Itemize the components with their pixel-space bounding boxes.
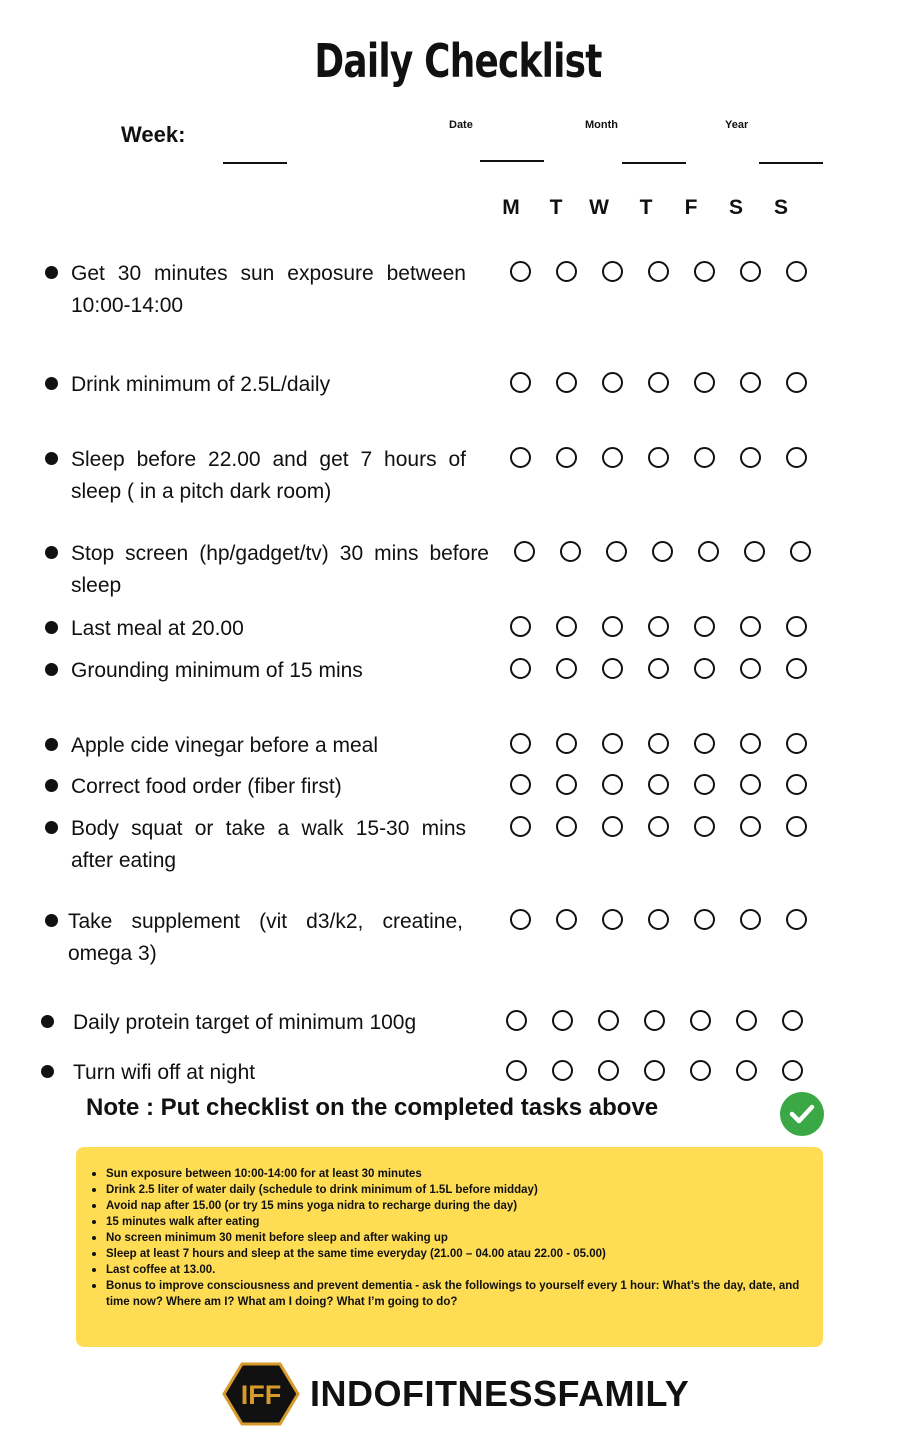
day-header: M — [502, 196, 520, 219]
task-label: Daily protein target of minimum 100g — [73, 1011, 417, 1034]
day-checkboxes — [510, 372, 807, 393]
day-checkbox[interactable] — [690, 1010, 711, 1031]
day-checkbox[interactable] — [598, 1010, 619, 1031]
day-checkbox[interactable] — [786, 616, 807, 637]
day-checkbox[interactable] — [602, 909, 623, 930]
task-label: Grounding minimum of 15 mins — [71, 659, 363, 682]
brand-name: INDOFITNESSFAMILY — [310, 1373, 690, 1414]
tip-item: Bonus to improve consciousness and prevent dementia - ask the followings to yourself every 1 hour: What’s the day, date, and time now? Where am I? What am I doing? What I’m going to do? — [106, 1278, 811, 1310]
day-checkbox[interactable] — [648, 774, 669, 795]
date-field[interactable] — [480, 160, 544, 162]
day-checkbox[interactable] — [690, 1060, 711, 1081]
day-checkboxes — [510, 261, 807, 282]
tip-item: Sleep at least 7 hours and sleep at the same time everyday (21.00 – 04.00 atau 22.00 - 05.00) — [106, 1246, 811, 1262]
day-checkbox[interactable] — [648, 816, 669, 837]
task-label: Take supplement (vit d3/k2, creatine, omega 3) — [68, 910, 463, 965]
day-checkbox[interactable] — [552, 1010, 573, 1031]
page-title: Daily Checklist — [314, 34, 602, 88]
bullet-icon — [45, 821, 58, 834]
day-checkbox[interactable] — [602, 261, 623, 282]
day-checkbox[interactable] — [602, 733, 623, 754]
day-checkbox[interactable] — [744, 541, 765, 562]
day-checkbox[interactable] — [786, 816, 807, 837]
day-checkbox[interactable] — [648, 447, 669, 468]
tip-item: No screen minimum 30 menit before sleep and after waking up — [106, 1230, 811, 1246]
day-checkboxes — [506, 1060, 803, 1081]
day-checkbox[interactable] — [694, 261, 715, 282]
task-label: Sleep before 22.00 and get 7 hours of sleep ( in a pitch dark room) — [71, 448, 466, 503]
day-checkbox[interactable] — [560, 541, 581, 562]
day-checkbox[interactable] — [556, 372, 577, 393]
day-checkbox[interactable] — [510, 816, 531, 837]
day-checkboxes — [506, 1010, 803, 1031]
day-checkboxes — [510, 816, 807, 837]
bullet-icon — [45, 779, 58, 792]
task-label: Apple cide vinegar before a meal — [71, 734, 379, 757]
year-label: Year — [725, 119, 749, 131]
year-field[interactable] — [759, 162, 823, 164]
bullet-icon — [45, 452, 58, 465]
day-checkboxes — [510, 733, 807, 754]
day-checkbox[interactable] — [736, 1060, 757, 1081]
bullet-icon — [45, 546, 58, 559]
day-checkbox[interactable] — [556, 616, 577, 637]
day-checkbox[interactable] — [698, 541, 719, 562]
day-checkbox[interactable] — [644, 1010, 665, 1031]
day-checkbox[interactable] — [782, 1060, 803, 1081]
tip-item: Drink 2.5 liter of water daily (schedule to drink minimum of 1.5L before midday) — [106, 1182, 811, 1198]
bullet-icon — [45, 914, 58, 927]
day-checkboxes — [510, 658, 807, 679]
day-checkbox[interactable] — [606, 541, 627, 562]
day-checkbox[interactable] — [786, 909, 807, 930]
day-checkbox[interactable] — [602, 447, 623, 468]
day-checkbox[interactable] — [740, 658, 761, 679]
day-checkbox[interactable] — [786, 447, 807, 468]
day-checkbox[interactable] — [740, 616, 761, 637]
day-checkbox[interactable] — [648, 616, 669, 637]
month-label: Month — [585, 119, 618, 131]
check-icon — [780, 1092, 824, 1136]
day-checkbox[interactable] — [556, 447, 577, 468]
day-checkbox[interactable] — [652, 541, 673, 562]
day-header: W — [589, 196, 609, 219]
day-checkbox[interactable] — [648, 658, 669, 679]
day-checkbox[interactable] — [694, 909, 715, 930]
month-field[interactable] — [622, 162, 686, 164]
tip-item: Avoid nap after 15.00 (or try 15 mins yoga nidra to recharge during the day) — [106, 1198, 811, 1214]
day-checkbox[interactable] — [506, 1060, 527, 1081]
day-checkbox[interactable] — [782, 1010, 803, 1031]
week-label: Week: — [121, 122, 186, 147]
task-label: Stop screen (hp/gadget/tv) 30 mins before sleep — [71, 542, 489, 597]
day-checkbox[interactable] — [602, 774, 623, 795]
day-checkboxes — [514, 541, 811, 562]
day-checkbox[interactable] — [740, 372, 761, 393]
day-checkbox[interactable] — [786, 261, 807, 282]
day-checkbox[interactable] — [510, 909, 531, 930]
bullet-icon — [41, 1065, 54, 1078]
day-checkbox[interactable] — [740, 447, 761, 468]
day-checkbox[interactable] — [740, 909, 761, 930]
bullet-icon — [41, 1015, 54, 1028]
task-label: Get 30 minutes sun exposure between 10:00-14:00 — [71, 262, 466, 317]
day-checkbox[interactable] — [510, 372, 531, 393]
day-checkbox[interactable] — [786, 774, 807, 795]
bullet-icon — [45, 738, 58, 751]
day-checkboxes — [510, 616, 807, 637]
day-checkbox[interactable] — [510, 733, 531, 754]
day-checkbox[interactable] — [736, 1010, 757, 1031]
day-checkbox[interactable] — [786, 372, 807, 393]
day-checkbox[interactable] — [556, 816, 577, 837]
day-checkbox[interactable] — [694, 372, 715, 393]
bullet-icon — [45, 621, 58, 634]
day-header: S — [728, 196, 743, 219]
task-label: Turn wifi off at night — [73, 1061, 256, 1084]
day-header: T — [549, 196, 563, 219]
day-checkbox[interactable] — [556, 733, 577, 754]
day-checkbox[interactable] — [552, 1060, 573, 1081]
tip-item: Last coffee at 13.00. — [106, 1262, 811, 1278]
day-checkbox[interactable] — [790, 541, 811, 562]
day-checkbox[interactable] — [602, 816, 623, 837]
day-checkbox[interactable] — [694, 616, 715, 637]
day-checkbox[interactable] — [648, 261, 669, 282]
day-checkbox[interactable] — [786, 658, 807, 679]
day-checkbox[interactable] — [510, 774, 531, 795]
day-checkbox[interactable] — [694, 816, 715, 837]
day-checkbox[interactable] — [556, 909, 577, 930]
bullet-icon — [45, 266, 58, 279]
day-checkbox[interactable] — [694, 658, 715, 679]
day-checkbox[interactable] — [556, 261, 577, 282]
day-header: T — [639, 196, 653, 219]
task-label: Last meal at 20.00 — [71, 617, 244, 640]
brand — [222, 1362, 689, 1426]
tips-box — [76, 1147, 823, 1347]
bullet-icon — [45, 663, 58, 676]
day-checkbox[interactable] — [740, 816, 761, 837]
day-checkboxes — [510, 909, 807, 930]
day-checkbox[interactable] — [506, 1010, 527, 1031]
day-checkbox[interactable] — [510, 447, 531, 468]
day-checkbox[interactable] — [514, 541, 535, 562]
day-checkbox[interactable] — [694, 447, 715, 468]
day-header: S — [773, 196, 788, 219]
day-checkbox[interactable] — [602, 658, 623, 679]
iff-logo-icon — [222, 1362, 300, 1426]
task-label: Body squat or take a walk 15-30 mins after eating — [71, 817, 466, 872]
day-checkbox[interactable] — [648, 372, 669, 393]
svg-text:IFF: IFF — [240, 1380, 282, 1410]
day-checkbox[interactable] — [602, 616, 623, 637]
day-checkbox[interactable] — [740, 733, 761, 754]
day-header: F — [684, 196, 698, 219]
day-checkbox[interactable] — [786, 733, 807, 754]
day-checkbox[interactable] — [602, 372, 623, 393]
note-text: Note : Put checklist on the completed tasks above — [86, 1094, 659, 1121]
day-checkbox[interactable] — [694, 733, 715, 754]
day-checkbox[interactable] — [648, 733, 669, 754]
day-checkbox[interactable] — [510, 261, 531, 282]
day-checkboxes — [510, 774, 807, 795]
day-checkbox[interactable] — [694, 774, 715, 795]
tip-item: Sun exposure between 10:00-14:00 for at least 30 minutes — [106, 1166, 811, 1182]
day-checkbox[interactable] — [740, 774, 761, 795]
date-label: Date — [449, 119, 473, 131]
week-field[interactable] — [223, 162, 287, 164]
day-checkbox[interactable] — [644, 1060, 665, 1081]
day-checkbox[interactable] — [510, 658, 531, 679]
day-checkbox[interactable] — [556, 658, 577, 679]
task-label: Correct food order (fiber first) — [71, 775, 342, 798]
day-checkboxes — [510, 447, 807, 468]
day-checkbox[interactable] — [510, 616, 531, 637]
day-checkbox[interactable] — [740, 261, 761, 282]
tip-item: 15 minutes walk after eating — [106, 1214, 811, 1230]
bullet-icon — [45, 377, 58, 390]
task-label: Drink minimum of 2.5L/daily — [71, 373, 331, 396]
day-checkbox[interactable] — [598, 1060, 619, 1081]
day-checkbox[interactable] — [556, 774, 577, 795]
day-checkbox[interactable] — [648, 909, 669, 930]
